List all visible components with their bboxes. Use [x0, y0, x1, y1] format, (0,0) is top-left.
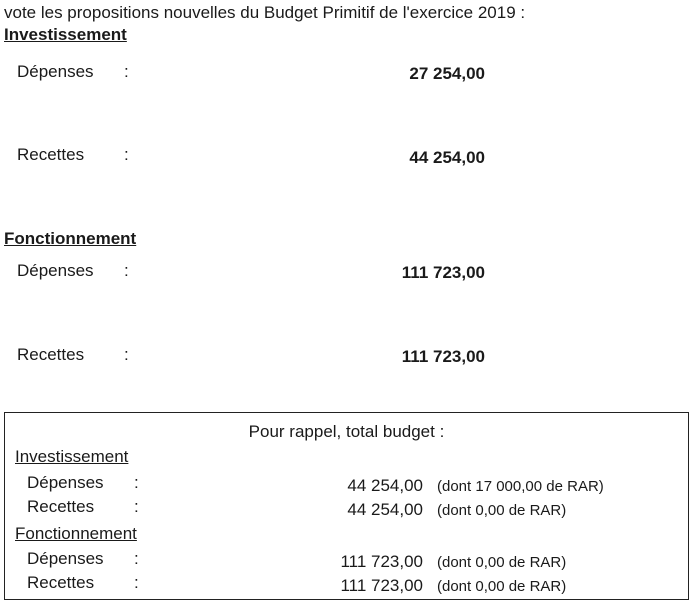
investissement-recettes-amount: 44 254,00 — [409, 148, 485, 167]
rappel-investissement-depenses-colon: : — [134, 473, 139, 492]
rappel-investissement-recettes-amount: 44 254,00 — [347, 500, 423, 519]
investissement-depenses-amount: 27 254,00 — [409, 64, 485, 83]
rappel-investissement-recettes-label: Recettes — [27, 497, 95, 516]
section-title-fonctionnement: Fonctionnement — [4, 229, 137, 248]
rappel-title: Pour rappel, total budget : — [248, 422, 445, 441]
rappel-fonctionnement-depenses-note: (dont 0,00 de RAR) — [437, 554, 567, 571]
investissement-depenses-colon: : — [124, 62, 129, 81]
fonctionnement-recettes-colon: : — [124, 345, 129, 364]
rappel-fonctionnement-recettes-label: Recettes — [27, 573, 95, 592]
rappel-investissement-recettes-colon: : — [134, 497, 139, 516]
rappel-fonctionnement-depenses-label: Dépenses — [27, 549, 104, 568]
fonctionnement-depenses-label: Dépenses — [17, 261, 94, 280]
intro-text: vote les propositions nouvelles du Budget Primitif de l'exercice 2019 : — [4, 3, 526, 22]
fonctionnement-depenses-amount: 111 723,00 — [401, 263, 485, 282]
fonctionnement-recettes-amount: 111 723,00 — [401, 347, 485, 366]
rappel-fonctionnement-depenses-colon: : — [134, 549, 139, 568]
rappel-investissement-recettes-note: (dont 0,00 de RAR) — [437, 502, 567, 519]
fonctionnement-recettes-label: Recettes — [17, 345, 85, 364]
rappel-fonctionnement-recettes-amount: 111 723,00 — [340, 576, 423, 595]
rappel-fonctionnement-recettes-colon: : — [134, 573, 139, 592]
rappel-investissement-depenses-amount: 44 254,00 — [347, 476, 423, 495]
rappel-section-investissement: Investissement — [15, 447, 129, 466]
rappel-section-fonctionnement: Fonctionnement — [15, 524, 137, 543]
investissement-recettes-label: Recettes — [17, 145, 85, 164]
rappel-investissement-depenses-label: Dépenses — [27, 473, 104, 492]
fonctionnement-depenses-colon: : — [124, 261, 129, 280]
rappel-fonctionnement-depenses-amount: 111 723,00 — [340, 552, 423, 571]
rappel-fonctionnement-recettes-note: (dont 0,00 de RAR) — [437, 578, 567, 595]
rappel-investissement-depenses-note: (dont 17 000,00 de RAR) — [437, 478, 604, 495]
investissement-recettes-colon: : — [124, 145, 129, 164]
investissement-depenses-label: Dépenses — [17, 62, 94, 81]
rappel-box — [4, 412, 689, 600]
section-title-investissement: Investissement — [4, 25, 127, 44]
